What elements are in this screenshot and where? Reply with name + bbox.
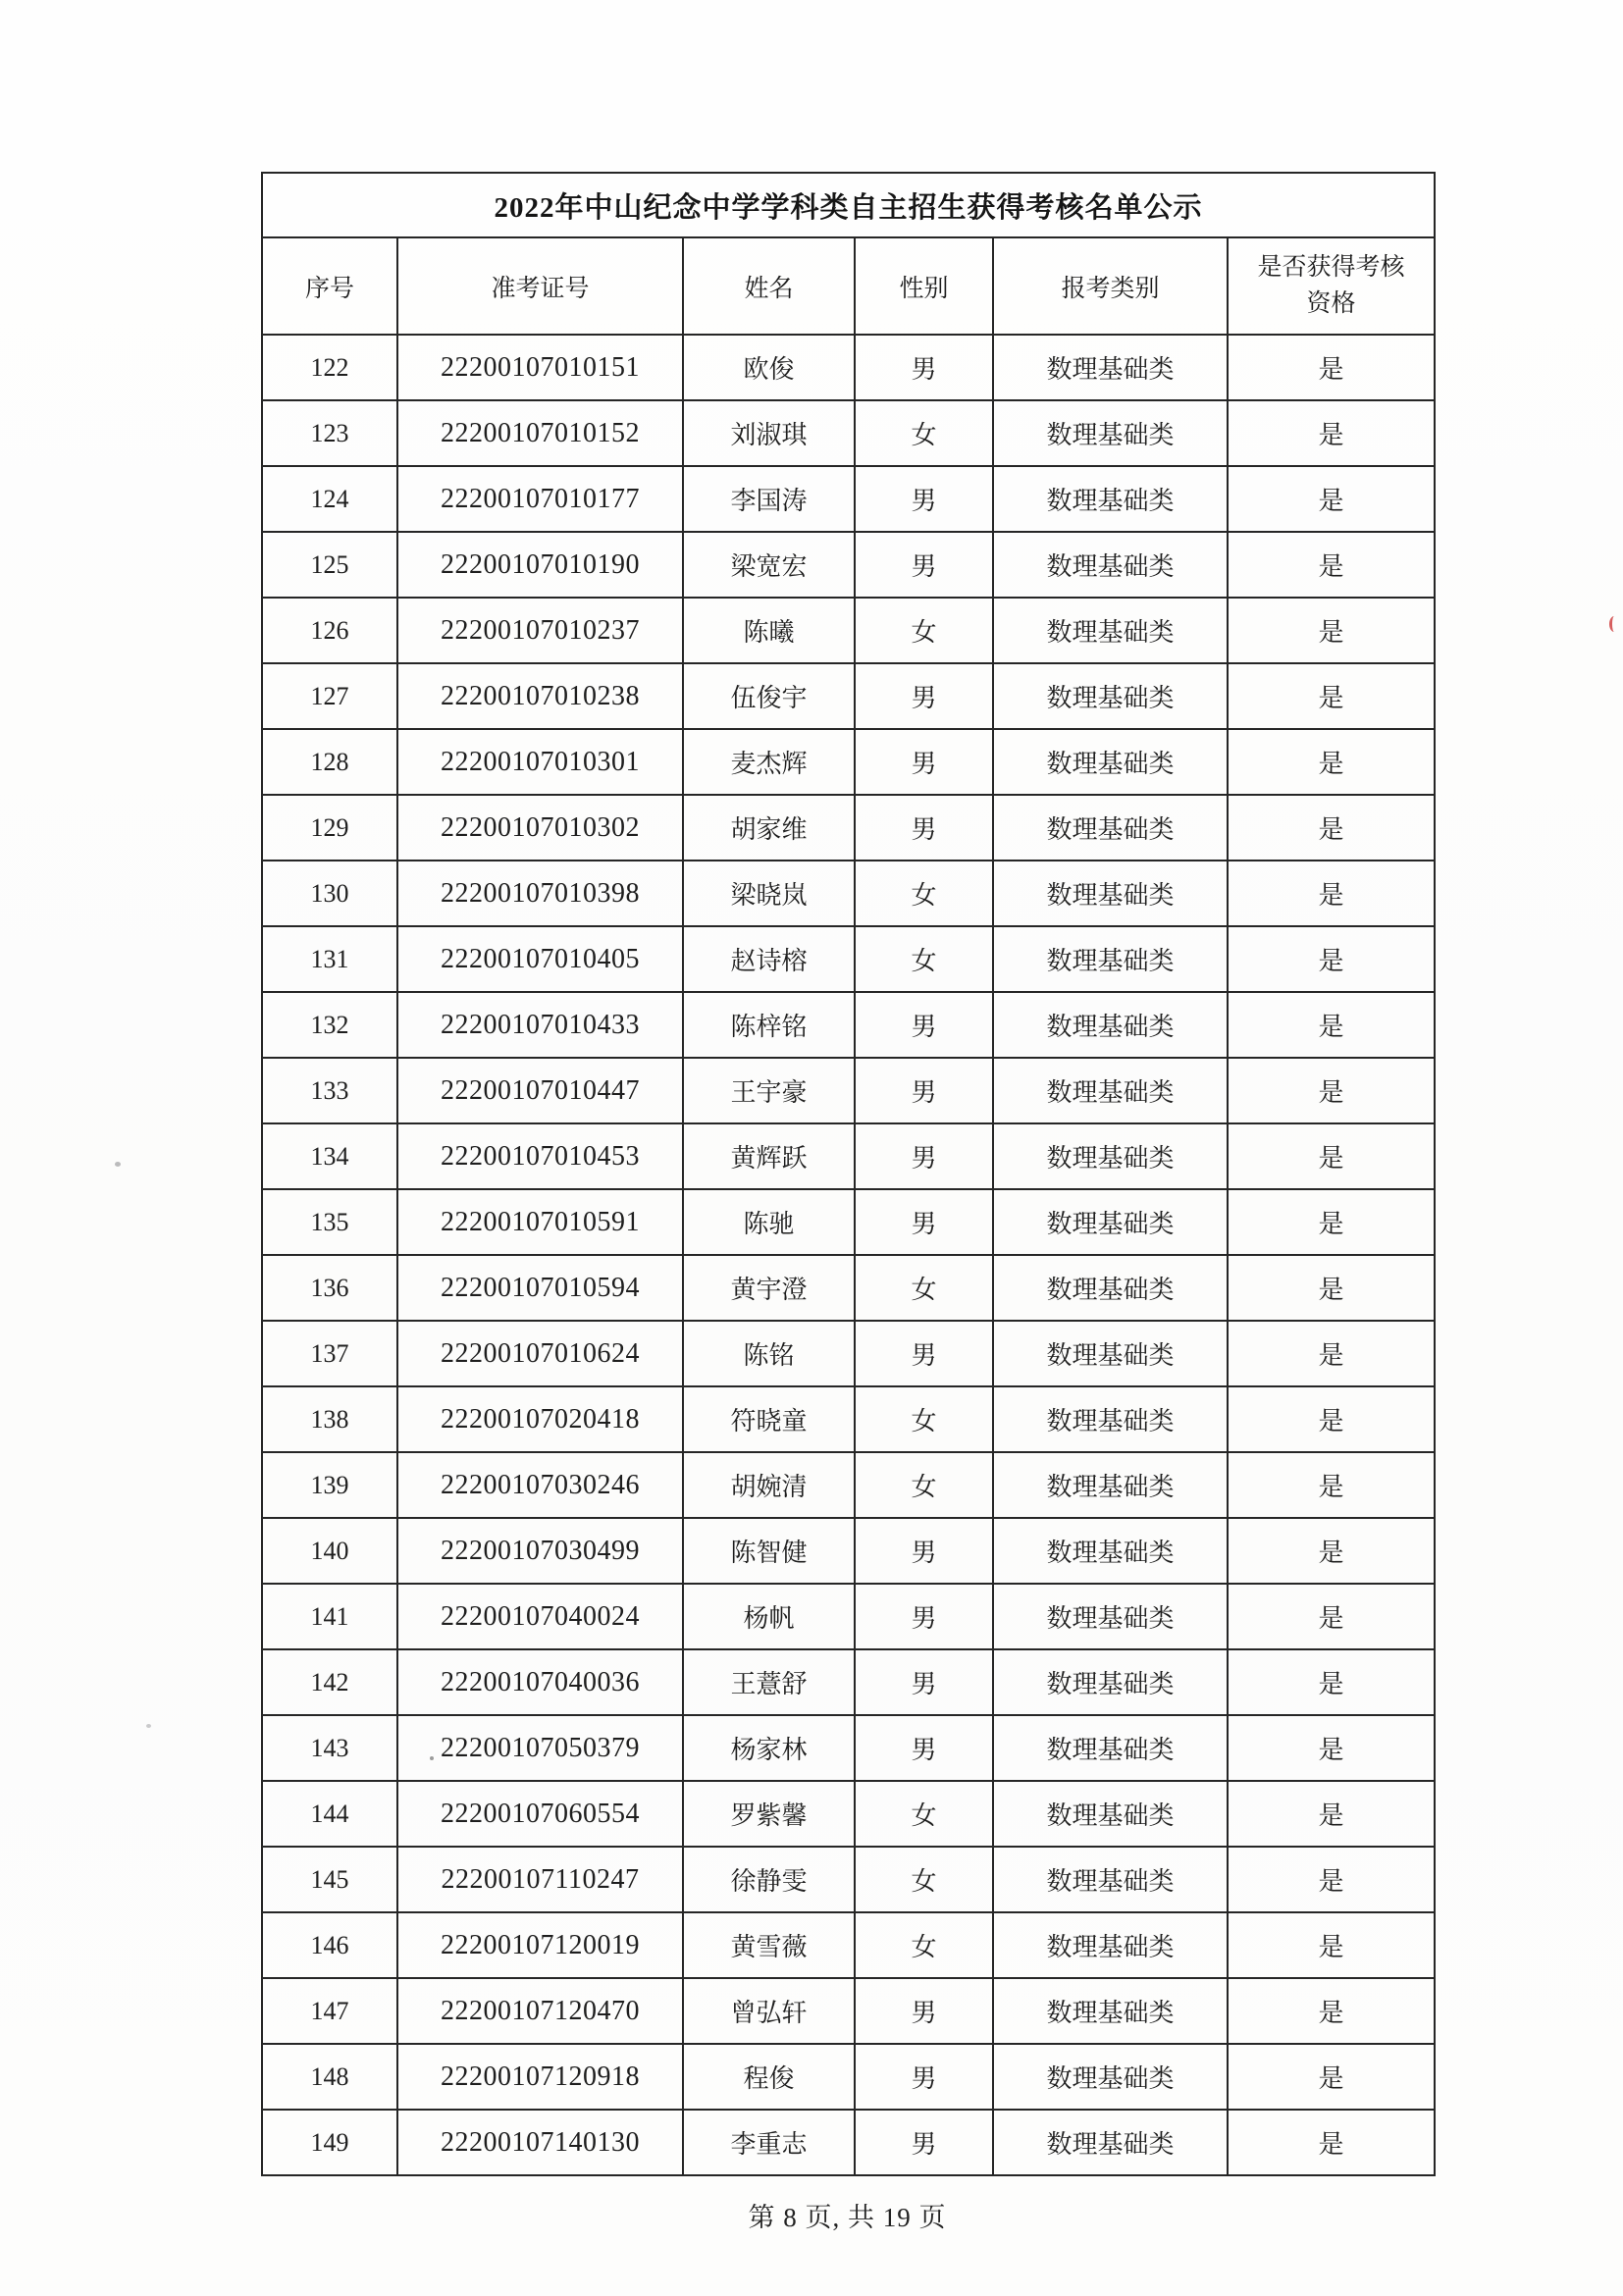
cell-exam-id: 22200107010151: [397, 335, 683, 400]
cell-gender: 男: [855, 1978, 993, 2044]
cell-qualified: 是: [1228, 1386, 1435, 1452]
header-exam-id: 准考证号: [397, 237, 683, 335]
cell-seq: 131: [262, 926, 397, 992]
cell-category: 数理基础类: [993, 2110, 1228, 2175]
cell-qualified: 是: [1228, 400, 1435, 466]
cell-qualified: 是: [1228, 795, 1435, 861]
cell-name: 陈智健: [683, 1518, 855, 1584]
cell-gender: 男: [855, 532, 993, 598]
cell-seq: 130: [262, 861, 397, 926]
cell-seq: 141: [262, 1584, 397, 1649]
cell-gender: 男: [855, 1321, 993, 1386]
cell-name: 黄辉跃: [683, 1123, 855, 1189]
cell-gender: 男: [855, 729, 993, 795]
cell-gender: 男: [855, 1518, 993, 1584]
cell-gender: 男: [855, 795, 993, 861]
cell-gender: 男: [855, 1058, 993, 1123]
cell-seq: 149: [262, 2110, 397, 2175]
cell-qualified: 是: [1228, 1715, 1435, 1781]
table-row: [262, 400, 1435, 466]
header-category: 报考类别: [993, 237, 1228, 335]
cell-exam-id: 22200107020418: [397, 1386, 683, 1452]
table-header-row: [262, 237, 1435, 335]
cell-exam-id: 22200107010301: [397, 729, 683, 795]
cell-category: 数理基础类: [993, 1847, 1228, 1912]
table-row: [262, 1123, 1435, 1189]
cell-name: 王宇豪: [683, 1058, 855, 1123]
scan-artifact-gray: [115, 1162, 121, 1167]
cell-qualified: 是: [1228, 1518, 1435, 1584]
cell-category: 数理基础类: [993, 400, 1228, 466]
cell-name: 徐静雯: [683, 1847, 855, 1912]
cell-name: 曾弘轩: [683, 1978, 855, 2044]
cell-seq: 135: [262, 1189, 397, 1255]
cell-name: 梁宽宏: [683, 532, 855, 598]
cell-seq: 143: [262, 1715, 397, 1781]
table-row: [262, 1912, 1435, 1978]
scan-artifact-dot: [430, 1756, 434, 1760]
cell-category: 数理基础类: [993, 466, 1228, 532]
cell-name: 伍俊宇: [683, 663, 855, 729]
cell-seq: 145: [262, 1847, 397, 1912]
cell-gender: 女: [855, 1781, 993, 1847]
header-gender: 性别: [855, 237, 993, 335]
cell-gender: 女: [855, 400, 993, 466]
cell-seq: 132: [262, 992, 397, 1058]
cell-exam-id: 22200107010152: [397, 400, 683, 466]
cell-seq: 123: [262, 400, 397, 466]
table-row: [262, 926, 1435, 992]
cell-gender: 男: [855, 335, 993, 400]
table-row: [262, 532, 1435, 598]
cell-category: 数理基础类: [993, 1649, 1228, 1715]
cell-gender: 男: [855, 1123, 993, 1189]
cell-qualified: 是: [1228, 1189, 1435, 1255]
cell-gender: 男: [855, 466, 993, 532]
cell-category: 数理基础类: [993, 795, 1228, 861]
cell-exam-id: 22200107110247: [397, 1847, 683, 1912]
cell-seq: 136: [262, 1255, 397, 1321]
table-row: [262, 992, 1435, 1058]
cell-qualified: 是: [1228, 1649, 1435, 1715]
cell-exam-id: 22200107120918: [397, 2044, 683, 2110]
scan-artifact-gray: [146, 1724, 151, 1728]
cell-category: 数理基础类: [993, 1715, 1228, 1781]
cell-qualified: 是: [1228, 2110, 1435, 2175]
cell-qualified: 是: [1228, 1781, 1435, 1847]
cell-category: 数理基础类: [993, 992, 1228, 1058]
cell-category: 数理基础类: [993, 663, 1228, 729]
cell-name: 杨帆: [683, 1584, 855, 1649]
cell-qualified: 是: [1228, 663, 1435, 729]
table-row: [262, 1715, 1435, 1781]
cell-qualified: 是: [1228, 729, 1435, 795]
cell-name: 胡家维: [683, 795, 855, 861]
cell-gender: 女: [855, 598, 993, 663]
cell-seq: 125: [262, 532, 397, 598]
table-row: [262, 1649, 1435, 1715]
cell-exam-id: 22200107010398: [397, 861, 683, 926]
cell-gender: 男: [855, 1715, 993, 1781]
table-row: [262, 1321, 1435, 1386]
cell-qualified: 是: [1228, 2044, 1435, 2110]
cell-qualified: 是: [1228, 926, 1435, 992]
cell-qualified: 是: [1228, 1321, 1435, 1386]
table-row: [262, 795, 1435, 861]
cell-name: 黄雪薇: [683, 1912, 855, 1978]
cell-name: 李重志: [683, 2110, 855, 2175]
cell-seq: 147: [262, 1978, 397, 2044]
cell-seq: 129: [262, 795, 397, 861]
table-body: [262, 335, 1435, 2175]
cell-seq: 148: [262, 2044, 397, 2110]
cell-qualified: 是: [1228, 1912, 1435, 1978]
cell-name: 胡婉清: [683, 1452, 855, 1518]
cell-name: 王薏舒: [683, 1649, 855, 1715]
cell-seq: 144: [262, 1781, 397, 1847]
cell-qualified: 是: [1228, 1847, 1435, 1912]
cell-category: 数理基础类: [993, 926, 1228, 992]
cell-qualified: 是: [1228, 1978, 1435, 2044]
table-row: [262, 2110, 1435, 2175]
cell-seq: 122: [262, 335, 397, 400]
cell-seq: 133: [262, 1058, 397, 1123]
cell-exam-id: 22200107010591: [397, 1189, 683, 1255]
cell-exam-id: 22200107010405: [397, 926, 683, 992]
header-qualified: [1228, 237, 1435, 335]
cell-category: 数理基础类: [993, 1584, 1228, 1649]
cell-category: 数理基础类: [993, 1518, 1228, 1584]
cell-name: 符晓童: [683, 1386, 855, 1452]
cell-category: 数理基础类: [993, 1452, 1228, 1518]
cell-name: 欧俊: [683, 335, 855, 400]
table-title-row: [262, 173, 1435, 237]
table-row: [262, 729, 1435, 795]
scan-artifact-red: [1609, 616, 1619, 632]
cell-qualified: 是: [1228, 992, 1435, 1058]
cell-exam-id: 22200107060554: [397, 1781, 683, 1847]
page-title: 2022年中山纪念中学学科类自主招生获得考核名单公示: [262, 173, 1435, 237]
cell-category: 数理基础类: [993, 1781, 1228, 1847]
header-seq: 序号: [262, 237, 397, 335]
cell-name: 程俊: [683, 2044, 855, 2110]
header-qualified-label: 是否获得考核资格: [1257, 254, 1405, 317]
cell-name: 梁晓岚: [683, 861, 855, 926]
cell-exam-id: 22200107010302: [397, 795, 683, 861]
cell-seq: 142: [262, 1649, 397, 1715]
cell-exam-id: 22200107030499: [397, 1518, 683, 1584]
cell-gender: 男: [855, 2110, 993, 2175]
cell-exam-id: 22200107120470: [397, 1978, 683, 2044]
cell-seq: 128: [262, 729, 397, 795]
table-row: [262, 1386, 1435, 1452]
cell-seq: 127: [262, 663, 397, 729]
cell-name: 黄宇澄: [683, 1255, 855, 1321]
table-row: [262, 1584, 1435, 1649]
cell-gender: 男: [855, 2044, 993, 2110]
cell-exam-id: 22200107010433: [397, 992, 683, 1058]
cell-exam-id: 22200107010177: [397, 466, 683, 532]
table-row: [262, 598, 1435, 663]
cell-exam-id: 22200107040036: [397, 1649, 683, 1715]
table-row: [262, 1255, 1435, 1321]
table-row: [262, 861, 1435, 926]
cell-qualified: 是: [1228, 1255, 1435, 1321]
cell-qualified: 是: [1228, 1584, 1435, 1649]
table-row: [262, 335, 1435, 400]
cell-exam-id: 22200107010447: [397, 1058, 683, 1123]
cell-category: 数理基础类: [993, 1912, 1228, 1978]
cell-category: 数理基础类: [993, 2044, 1228, 2110]
cell-qualified: 是: [1228, 598, 1435, 663]
cell-seq: 138: [262, 1386, 397, 1452]
cell-name: 赵诗榕: [683, 926, 855, 992]
cell-gender: 女: [855, 1255, 993, 1321]
cell-category: 数理基础类: [993, 1321, 1228, 1386]
candidate-list-table: [261, 172, 1436, 2176]
cell-seq: 146: [262, 1912, 397, 1978]
cell-gender: 女: [855, 1847, 993, 1912]
cell-seq: 134: [262, 1123, 397, 1189]
cell-name: 刘淑琪: [683, 400, 855, 466]
cell-seq: 126: [262, 598, 397, 663]
cell-name: 陈梓铭: [683, 992, 855, 1058]
cell-name: 陈曦: [683, 598, 855, 663]
cell-category: 数理基础类: [993, 1255, 1228, 1321]
cell-exam-id: 22200107040024: [397, 1584, 683, 1649]
cell-gender: 女: [855, 1452, 993, 1518]
header-name: 姓名: [683, 237, 855, 335]
cell-gender: 男: [855, 1584, 993, 1649]
cell-category: 数理基础类: [993, 729, 1228, 795]
table-row: [262, 1978, 1435, 2044]
cell-category: 数理基础类: [993, 1058, 1228, 1123]
table-row: [262, 1058, 1435, 1123]
cell-gender: 男: [855, 992, 993, 1058]
cell-category: 数理基础类: [993, 335, 1228, 400]
cell-category: 数理基础类: [993, 1978, 1228, 2044]
cell-gender: 男: [855, 663, 993, 729]
cell-exam-id: 22200107010624: [397, 1321, 683, 1386]
cell-category: 数理基础类: [993, 1189, 1228, 1255]
table-row: [262, 1189, 1435, 1255]
cell-gender: 男: [855, 1649, 993, 1715]
table-row: [262, 1518, 1435, 1584]
page-footer: 第 8 页, 共 19 页: [748, 2203, 947, 2232]
table-row: [262, 1781, 1435, 1847]
cell-name: 罗紫馨: [683, 1781, 855, 1847]
cell-exam-id: 22200107050379: [397, 1715, 683, 1781]
cell-exam-id: 22200107010237: [397, 598, 683, 663]
cell-category: 数理基础类: [993, 532, 1228, 598]
cell-gender: 女: [855, 861, 993, 926]
cell-gender: 女: [855, 926, 993, 992]
cell-name: 麦杰辉: [683, 729, 855, 795]
cell-gender: 女: [855, 1912, 993, 1978]
table-row: [262, 1452, 1435, 1518]
cell-exam-id: 22200107140130: [397, 2110, 683, 2175]
cell-exam-id: 22200107120019: [397, 1912, 683, 1978]
table-row: [262, 2044, 1435, 2110]
cell-exam-id: 22200107010190: [397, 532, 683, 598]
cell-seq: 140: [262, 1518, 397, 1584]
cell-category: 数理基础类: [993, 861, 1228, 926]
cell-exam-id: 22200107010453: [397, 1123, 683, 1189]
cell-name: 李国涛: [683, 466, 855, 532]
cell-qualified: 是: [1228, 1123, 1435, 1189]
cell-category: 数理基础类: [993, 1386, 1228, 1452]
cell-qualified: 是: [1228, 466, 1435, 532]
cell-category: 数理基础类: [993, 598, 1228, 663]
cell-name: 杨家林: [683, 1715, 855, 1781]
cell-seq: 137: [262, 1321, 397, 1386]
cell-seq: 139: [262, 1452, 397, 1518]
cell-category: 数理基础类: [993, 1123, 1228, 1189]
cell-qualified: 是: [1228, 1452, 1435, 1518]
table-row: [262, 466, 1435, 532]
cell-exam-id: 22200107030246: [397, 1452, 683, 1518]
cell-qualified: 是: [1228, 861, 1435, 926]
cell-qualified: 是: [1228, 532, 1435, 598]
cell-exam-id: 22200107010238: [397, 663, 683, 729]
cell-qualified: 是: [1228, 335, 1435, 400]
cell-gender: 女: [855, 1386, 993, 1452]
cell-exam-id: 22200107010594: [397, 1255, 683, 1321]
cell-seq: 124: [262, 466, 397, 532]
table-row: [262, 1847, 1435, 1912]
cell-gender: 男: [855, 1189, 993, 1255]
cell-name: 陈铭: [683, 1321, 855, 1386]
cell-name: 陈驰: [683, 1189, 855, 1255]
table-row: [262, 663, 1435, 729]
cell-qualified: 是: [1228, 1058, 1435, 1123]
